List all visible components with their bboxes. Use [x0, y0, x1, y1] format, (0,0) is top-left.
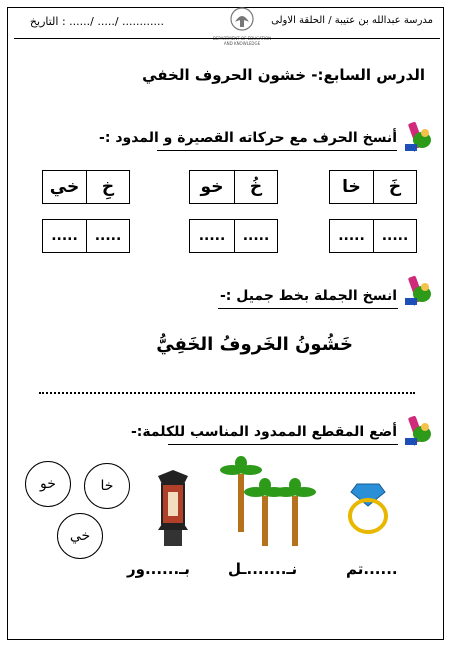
pencil-icon — [401, 412, 433, 452]
header-divider — [14, 38, 440, 39]
word-blank[interactable]: بـ......ور — [127, 560, 190, 578]
section3-instruction: أضع المقطع الممدود المناسب للكلمة:- — [130, 424, 397, 440]
lantern-icon — [150, 470, 196, 554]
logo-text: DEPARTMENT OF EDUCATION AND KNOWLEDGE — [212, 36, 272, 46]
blank-cell[interactable]: ..... — [42, 219, 87, 253]
writing-line[interactable] — [39, 392, 415, 394]
blank-cell[interactable]: ..... — [189, 219, 235, 253]
letter-cell: خَ — [373, 170, 417, 204]
letter-cell: خو — [189, 170, 235, 204]
syllable-circle[interactable]: خو — [25, 461, 71, 507]
pencil-icon — [401, 118, 433, 158]
model-sentence: خَشُونُ الخَروفُ الخَفِيُّ — [156, 334, 353, 355]
letter-cell: خي — [42, 170, 87, 204]
blank-cell[interactable]: ..... — [234, 219, 278, 253]
syllable-circle[interactable]: خي — [57, 513, 103, 559]
ring-icon — [343, 474, 393, 540]
section3-underline — [168, 444, 398, 445]
pencil-icon — [401, 272, 433, 312]
lesson-title: الدرس السابع:- خشون الحروف الخفي — [142, 66, 425, 84]
date-field[interactable]: التاريخ : ....../ ...../ ............ — [29, 15, 164, 28]
section2-underline — [218, 308, 398, 309]
blank-cell[interactable]: ..... — [373, 219, 417, 253]
section2-instruction: انسخ الجملة بخط جميل :- — [219, 288, 397, 304]
blank-cell[interactable]: ..... — [329, 219, 374, 253]
letter-cell: خُ — [234, 170, 278, 204]
logo — [210, 6, 274, 46]
falcon-logo-icon — [226, 6, 258, 32]
section1-instruction: أنسخ الحرف مع حركاته القصيرة و المدود :- — [99, 130, 397, 146]
school-name: مدرسة عبدالله بن عتيبة / الحلقة الاولى — [271, 15, 433, 26]
word-blank[interactable]: ......تم — [346, 560, 398, 578]
letter-cell: خِ — [86, 170, 130, 204]
section1-underline — [157, 150, 397, 151]
palm-trees-icon — [218, 456, 318, 556]
letter-cell: خا — [329, 170, 374, 204]
syllable-circle[interactable]: خا — [84, 463, 130, 509]
word-blank[interactable]: نـ.......ـل — [228, 560, 298, 578]
blank-cell[interactable]: ..... — [86, 219, 130, 253]
